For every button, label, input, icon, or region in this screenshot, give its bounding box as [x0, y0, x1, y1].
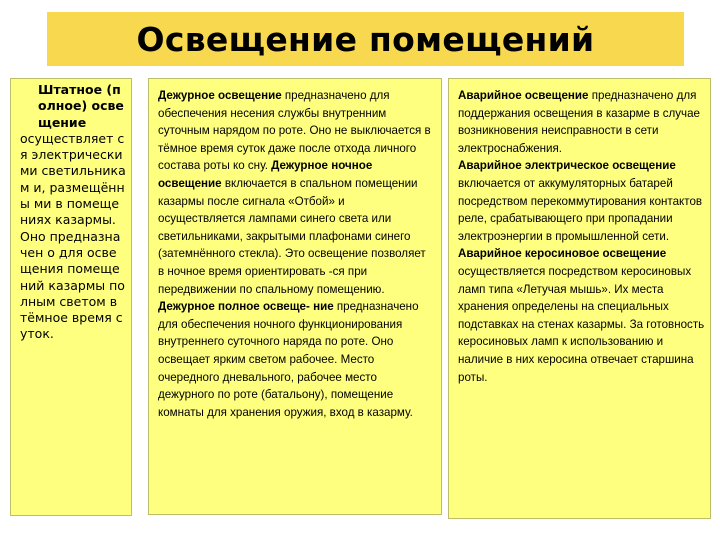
emergency-kerosene-text: осуществляется посредством керосиновых ламп типа «Летучая мышь». Их места хранения определены на специальных подставках на стенах казармы. За готовность керосиновых ламп к использованию и наличие в них керосина отвечает старшина роты.: [458, 264, 705, 384]
regular-lighting-text: осуществляет ся электрически ми светильникам и, размещённы ми в помещениях казармы. Оно предназначен о для освещения помещений казармы полным светом в тёмное время суток.: [20, 130, 126, 342]
emergency-kerosene-paragraph: [458, 245, 706, 386]
column-emergency-lighting: [448, 78, 711, 519]
duty-night-lighting-text: включается в спальном помещении казармы после сигнала «Отбой» и осуществляется лампами синего света или светильниками, закрытыми плафонами синего (затемнённого стекла). Это освещение позволяет в ночное время ориентировать -ся при передвижении по спальному помещению.: [158, 176, 426, 296]
regular-lighting-heading: [20, 82, 127, 131]
emergency-electric-term: Аварийное электрическое освещение: [458, 159, 676, 173]
duty-lighting-paragraph: [158, 87, 435, 421]
duty-lighting-text: предназначено для обеспечения несения службы внутренним суточным нарядом по роте. Оно не выключается в тёмное время суток даже после отхода личного состава роты ко сну.: [158, 89, 431, 173]
emergency-electric-paragraph: [458, 157, 706, 245]
regular-lighting-term: Штатное (полное) освещение: [38, 82, 124, 130]
page-title: Освещение помещений: [136, 19, 595, 59]
title-banner: [47, 12, 684, 66]
emergency-lighting-text: предназначено для поддержания освещения в казарме в случае возникновения неисправности в сети электроснабжения.: [458, 89, 700, 155]
duty-full-lighting-text: предназначено для обеспечения ночного функционирования внутреннего суточного наряда по роте. Оно освещает ярким светом рабочее. Место очередного дневального, рабочее место дежурного по роте (батальону), помещение комнаты для хранения оружия, вход в казарму.: [158, 300, 419, 419]
duty-full-lighting-term: Дежурное полное освеще- ние: [158, 300, 334, 314]
emergency-kerosene-term: Аварийное керосиновое освещение: [458, 247, 667, 261]
column-duty-lighting: [148, 78, 442, 515]
emergency-lighting-paragraph: [458, 87, 706, 157]
duty-night-lighting-term: Дежурное ночное освещение: [158, 159, 373, 190]
duty-lighting-term: Дежурное освещение: [158, 89, 282, 102]
emergency-electric-text: включается от аккумуляторных батарей посредством перекоммутирования контактов реле, срабатывающего при пропадании электроэнергии в промышленной сети.: [458, 176, 703, 243]
emergency-lighting-term: Аварийное освещение: [458, 89, 589, 102]
column-regular-lighting: [10, 78, 132, 516]
